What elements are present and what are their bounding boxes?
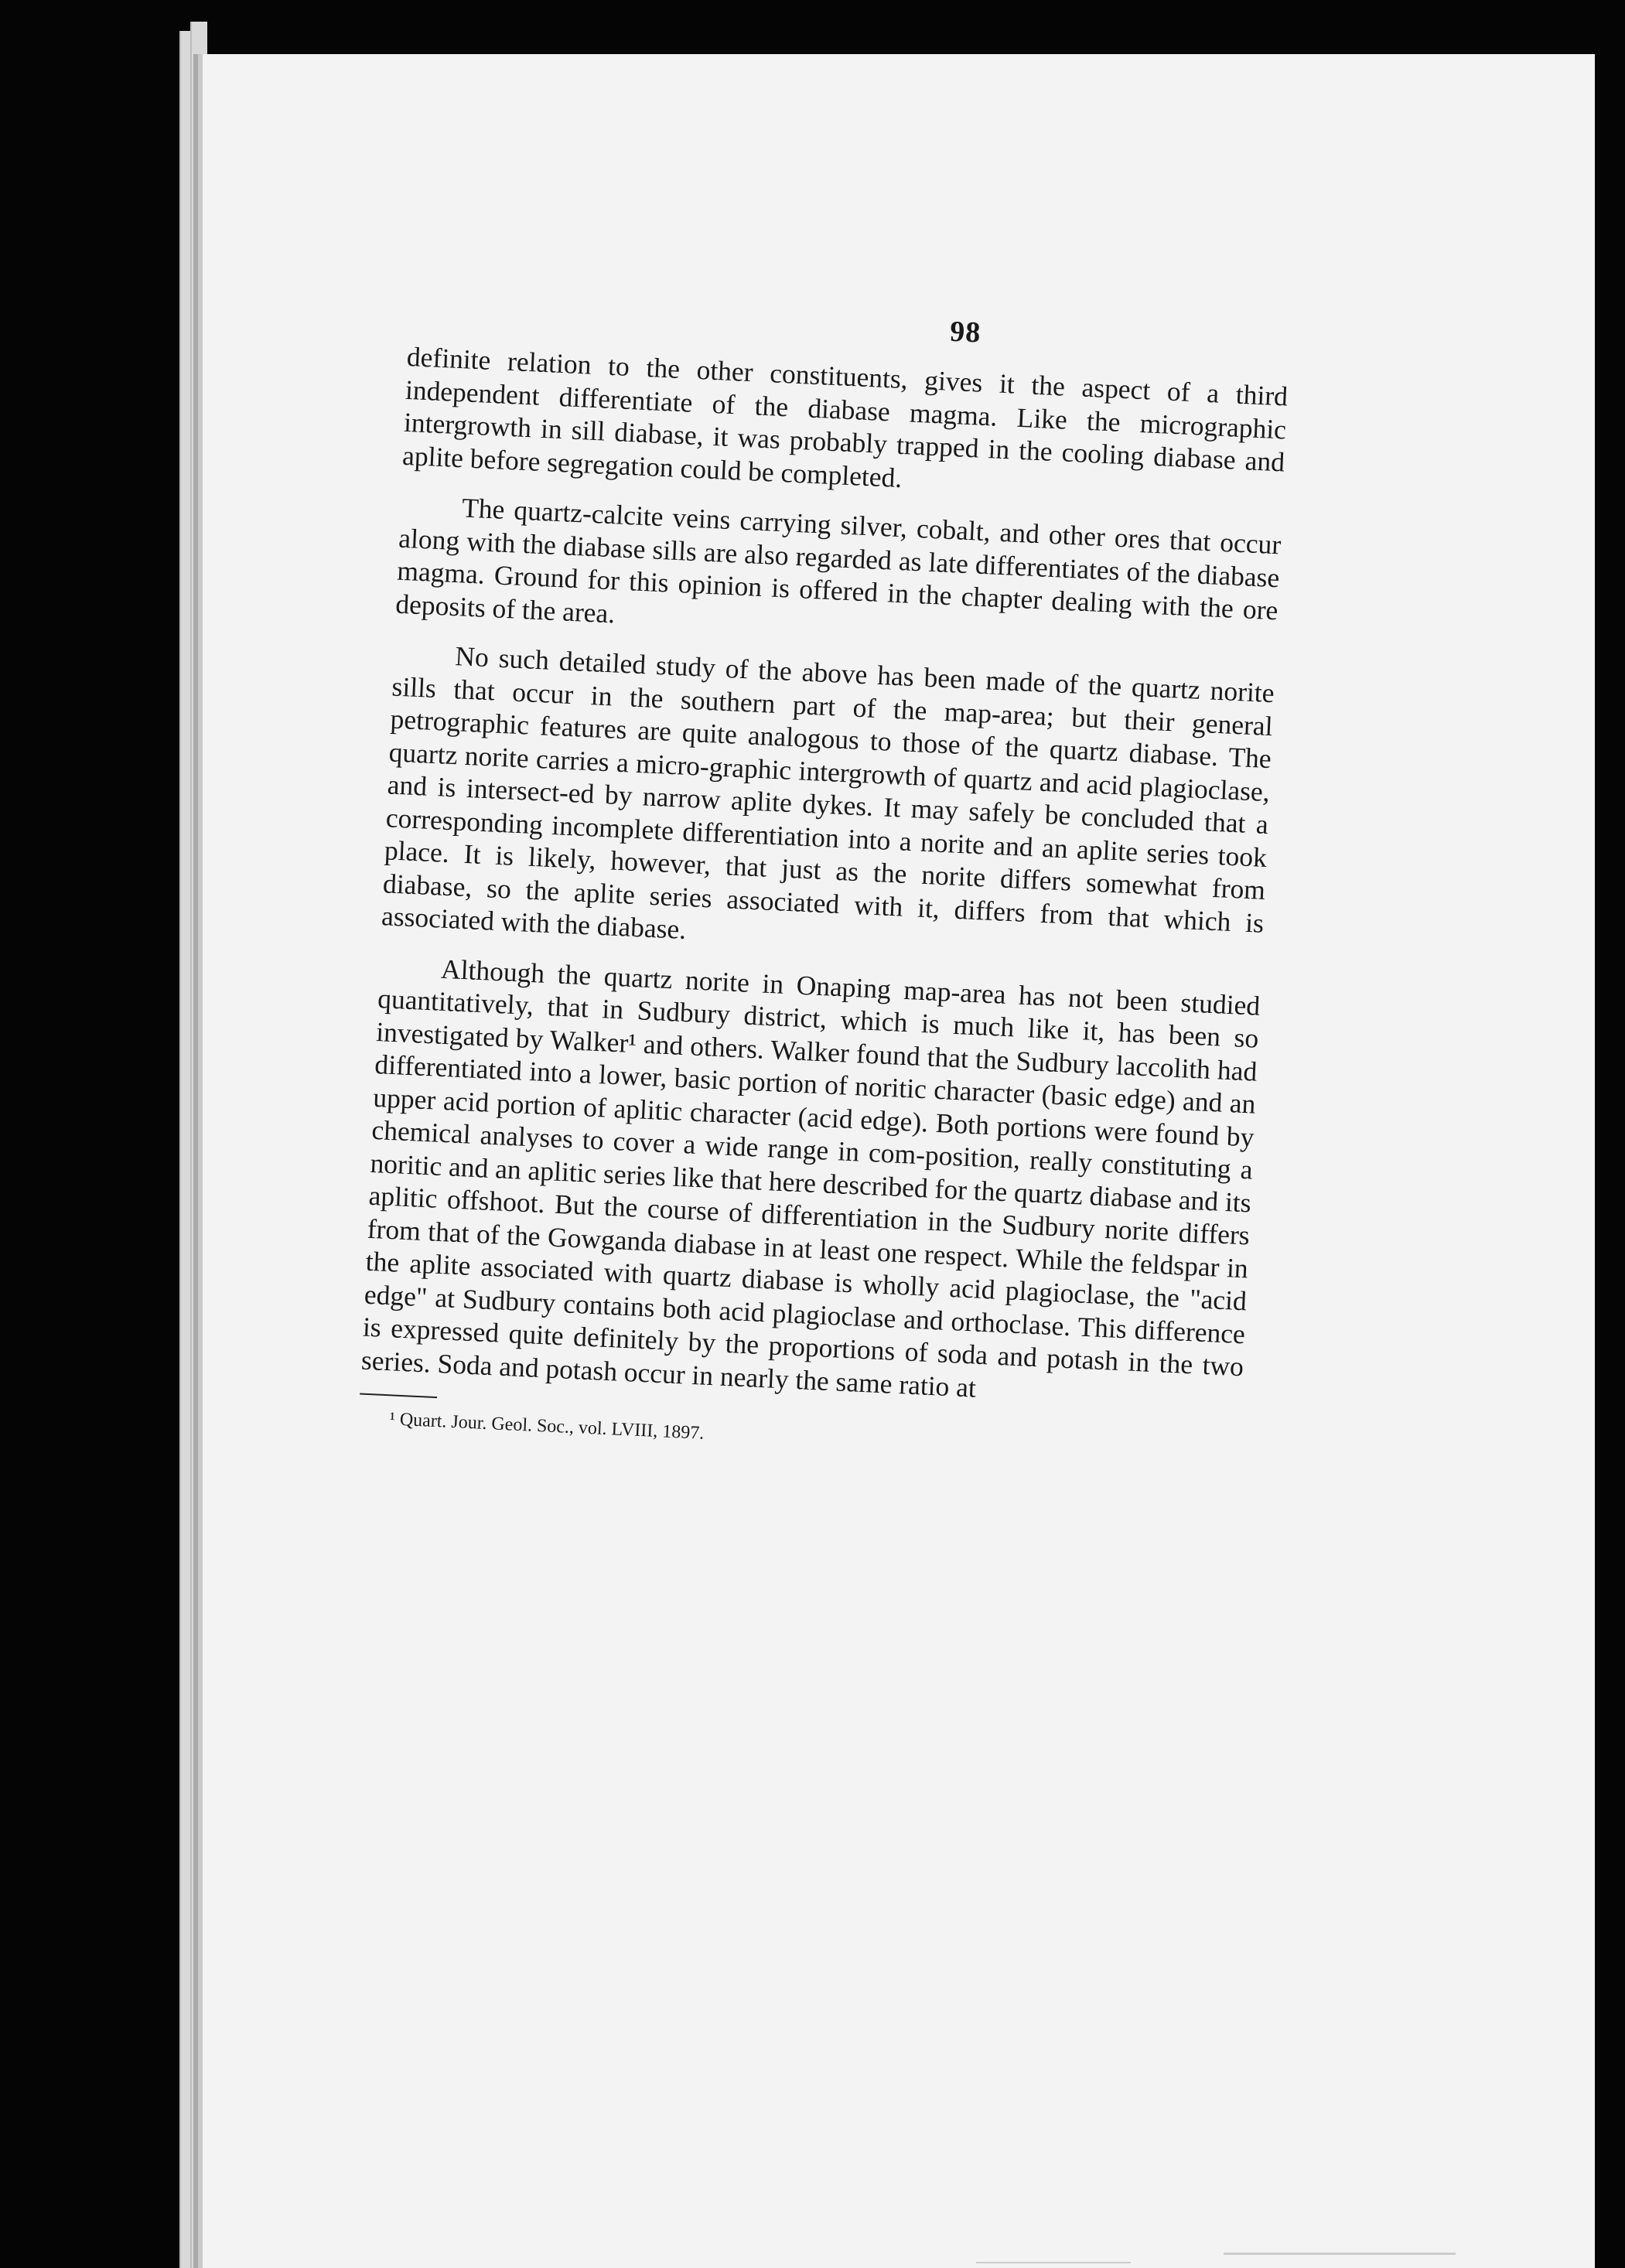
footnote-divider: [360, 1393, 437, 1399]
page-number: 98: [949, 315, 982, 350]
scratch-mark: [1224, 2253, 1456, 2255]
paragraph: The quartz-calcite veins carrying silver, cobalt, and other ores that occur along with the diabase sills are also regarded as late differentiates of the diabase magma. Ground for this opinion is offered in the chapter dealing with the ore deposits of the area.: [394, 492, 1282, 629]
page-content: [343, 290, 1523, 1808]
footnote: ¹ Quart. Jour. Geol. Soc., vol. LVIII, 1897.: [389, 1409, 705, 1444]
paragraph: No such detailed study of the above has been made of the quartz norite sills that occur in the southern part of the map-area; but their general petrographic features are quite analogous to those of the quartz diabase. The quartz norite carries a micro-graphic intergrowth of quartz and acid plagioclase, and is intersect-ed by narrow aplite dykes. It may safely be concluded that a corresponding incomplete differentiation into a norite and an aplite series took place. It is likely, however, that just as the norite differs somewhat from diabase, so the aplite series associated with it, differs from that which is associated with the diabase.: [381, 640, 1275, 946]
scratch-mark: [976, 2262, 1131, 2263]
paragraph: Although the quartz norite in Onaping map-area has not been studied quantitatively, that in Sudbury district, which is much like it, has been so investigated by Walker¹ and others. Walker found that the Sudbury laccolith had differentiated into a lower, basic portion of noritic character (basic edge) and an upper acid portion of aplitic character (acid edge). Both portions were found by chemical analyses to cover a wide range in com-position, really constituting a noritic and an aplitic series like that here described for the quartz diabase and its aplitic offshoot. But the course of differentiation in the Sudbury norite differs from that of the Gowganda diabase in at least one respect. While the feldspar in the aplite associated with quartz diabase is wholly acid plagioclase, the "acid edge" at Sudbury contains both acid plagioclase and orthoclase. This difference is expressed quite definitely by the proportions of soda and potash in the two series. Soda and potash occur in nearly the same ratio at: [360, 953, 1261, 1403]
paragraph: definite relation to the other constituents, gives it the aspect of a third independent differentiate of the diabase magma. Like the micrographic intergrowth in sill diabase, it was probably trapped in the cooling diabase and aplite before segregation could be completed.: [401, 340, 1289, 493]
body-text: [358, 340, 1289, 1468]
